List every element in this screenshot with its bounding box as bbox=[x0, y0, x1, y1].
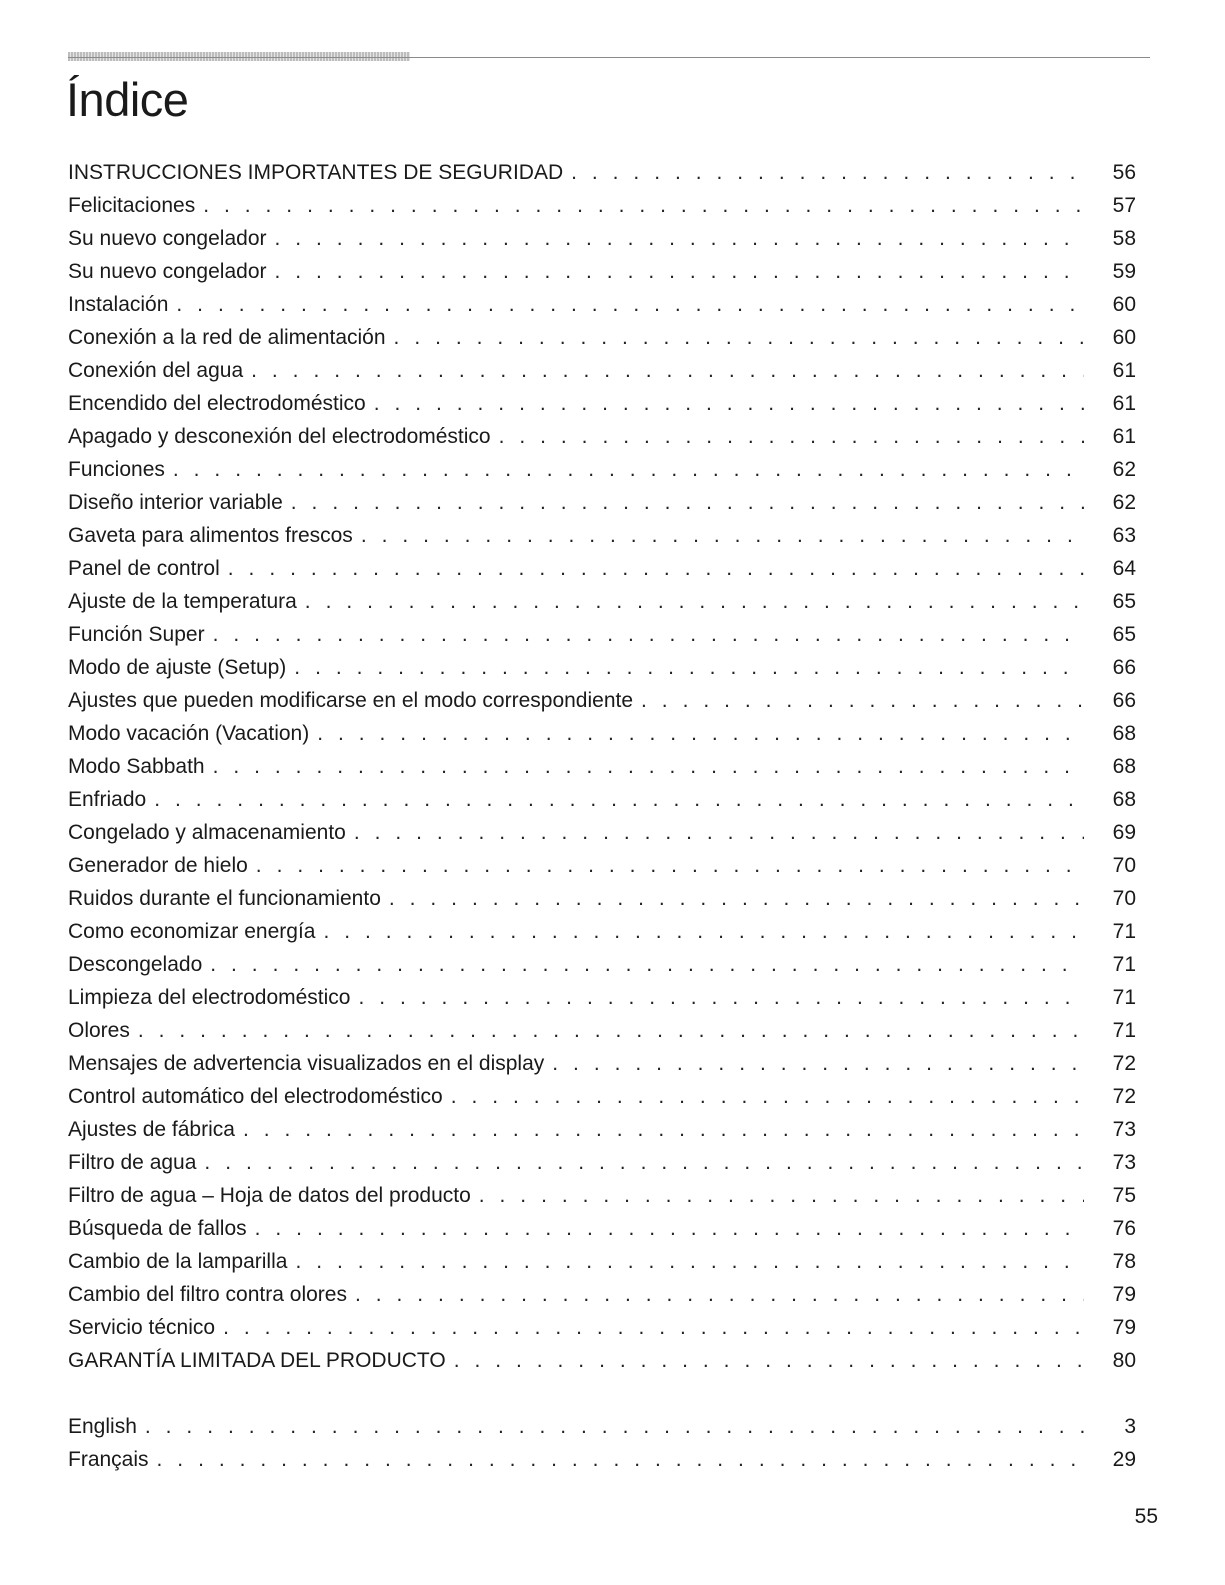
toc-dot-leader bbox=[294, 651, 1084, 684]
toc-entry-title: Funciones bbox=[68, 458, 165, 481]
toc-entry-title: Modo vacación (Vacation) bbox=[68, 722, 310, 745]
toc-dot-leader bbox=[374, 387, 1084, 420]
toc-entry[interactable] bbox=[68, 618, 1136, 651]
toc-entry-page: 73 bbox=[1112, 1118, 1136, 1141]
toc-dot-leader bbox=[394, 321, 1084, 354]
toc-entry-title: Su nuevo congelador bbox=[68, 227, 267, 250]
toc-dot-leader bbox=[255, 1212, 1084, 1245]
toc-entry-page: 60 bbox=[1112, 326, 1136, 349]
toc-entry-page: 72 bbox=[1112, 1085, 1136, 1108]
toc-dot-leader bbox=[323, 915, 1084, 948]
toc-dot-leader bbox=[358, 981, 1084, 1014]
toc-entry-title: Ajuste de la temperatura bbox=[68, 590, 297, 613]
toc-entry[interactable] bbox=[68, 1179, 1136, 1212]
toc-entry[interactable] bbox=[68, 288, 1136, 321]
toc-entry-page: 64 bbox=[1112, 557, 1136, 580]
toc-dot-leader bbox=[251, 354, 1084, 387]
toc-entry-title: INSTRUCCIONES IMPORTANTES DE SEGURIDAD bbox=[68, 161, 564, 184]
toc-entry[interactable] bbox=[68, 1443, 1136, 1476]
toc-entry-title: English bbox=[68, 1415, 137, 1438]
toc-entry-page: 68 bbox=[1112, 755, 1136, 778]
toc-entry[interactable] bbox=[68, 585, 1136, 618]
toc-dot-leader bbox=[291, 486, 1084, 519]
toc-entry-title: Modo Sabbath bbox=[68, 755, 205, 778]
toc-entry-page: 80 bbox=[1112, 1349, 1136, 1372]
toc-entry-page: 70 bbox=[1112, 887, 1136, 910]
toc-dot-leader bbox=[210, 948, 1084, 981]
toc-entry[interactable] bbox=[68, 816, 1136, 849]
toc-dot-leader bbox=[154, 783, 1084, 816]
toc-entry-page: 68 bbox=[1112, 722, 1136, 745]
toc-entry-page: 61 bbox=[1112, 425, 1136, 448]
toc-entry[interactable] bbox=[68, 486, 1136, 519]
toc-dot-leader bbox=[213, 750, 1084, 783]
toc-entry-title: Conexión a la red de alimentación bbox=[68, 326, 386, 349]
toc-entry-title: Conexión del agua bbox=[68, 359, 244, 382]
toc-entry[interactable] bbox=[68, 222, 1136, 255]
toc-entry-page: 72 bbox=[1112, 1052, 1136, 1075]
toc-entry-title: Encendido del electrodoméstico bbox=[68, 392, 366, 415]
toc-entry-title: Panel de control bbox=[68, 557, 220, 580]
toc-entry-page: 65 bbox=[1112, 623, 1136, 646]
toc-entry-title: Generador de hielo bbox=[68, 854, 248, 877]
toc-entry[interactable] bbox=[68, 981, 1136, 1014]
toc-entry[interactable] bbox=[68, 189, 1136, 222]
toc-entry[interactable] bbox=[68, 453, 1136, 486]
page-title: Índice bbox=[66, 73, 189, 126]
toc-dot-leader bbox=[223, 1311, 1084, 1344]
toc-entry[interactable] bbox=[68, 1410, 1136, 1443]
toc-entry[interactable] bbox=[68, 717, 1136, 750]
toc-entry-page: 71 bbox=[1112, 953, 1136, 976]
toc-entry[interactable] bbox=[68, 915, 1136, 948]
header-rule bbox=[68, 57, 1150, 58]
toc-entry-title: Ruidos durante el funcionamiento bbox=[68, 887, 381, 910]
toc-entry-title: Cambio de la lamparilla bbox=[68, 1250, 288, 1273]
toc-dot-leader bbox=[228, 552, 1084, 585]
page-number: 55 bbox=[1134, 1505, 1158, 1528]
toc-entry-title: Mensajes de advertencia visualizados en el display bbox=[68, 1052, 545, 1075]
toc-entry[interactable] bbox=[68, 684, 1136, 717]
toc-dot-leader bbox=[204, 1146, 1084, 1179]
toc-dot-leader bbox=[479, 1179, 1084, 1212]
toc-entry[interactable] bbox=[68, 1080, 1136, 1113]
toc-entry[interactable] bbox=[68, 519, 1136, 552]
toc-dot-leader bbox=[145, 1410, 1084, 1443]
toc-dot-leader bbox=[176, 288, 1084, 321]
toc-dot-leader bbox=[275, 222, 1085, 255]
toc-dot-leader bbox=[275, 255, 1085, 288]
toc-entry-title: Descongelado bbox=[68, 953, 203, 976]
toc-entry-title: Filtro de agua bbox=[68, 1151, 197, 1174]
toc-entry[interactable] bbox=[68, 849, 1136, 882]
toc-entry[interactable] bbox=[68, 552, 1136, 585]
toc-entry-title: Modo de ajuste (Setup) bbox=[68, 656, 287, 679]
toc-entry-page: 56 bbox=[1112, 161, 1136, 184]
toc-dot-leader bbox=[454, 1344, 1084, 1377]
toc-entry-title: Congelado y almacenamiento bbox=[68, 821, 346, 844]
toc-entry-page: 57 bbox=[1112, 194, 1136, 217]
toc-dot-leader bbox=[451, 1080, 1084, 1113]
toc-entry-title: Olores bbox=[68, 1019, 130, 1042]
toc-entry[interactable] bbox=[68, 1014, 1136, 1047]
toc-entry[interactable] bbox=[68, 420, 1136, 453]
toc-entry[interactable] bbox=[68, 1212, 1136, 1245]
toc-entry[interactable] bbox=[68, 354, 1136, 387]
toc-entry[interactable] bbox=[68, 156, 1136, 189]
toc-dot-leader bbox=[213, 618, 1084, 651]
toc-entry-page: 71 bbox=[1112, 920, 1136, 943]
toc-entry-title: Ajustes de fábrica bbox=[68, 1118, 235, 1141]
toc-entry[interactable] bbox=[68, 1047, 1136, 1080]
toc-entry-page: 68 bbox=[1112, 788, 1136, 811]
toc-entry[interactable] bbox=[68, 651, 1136, 684]
toc-entry[interactable] bbox=[68, 783, 1136, 816]
toc-entry-page: 63 bbox=[1112, 524, 1136, 547]
toc-dot-leader bbox=[571, 156, 1084, 189]
toc-entry-title: Instalación bbox=[68, 293, 169, 316]
toc-dot-leader bbox=[157, 1443, 1084, 1476]
toc-entry-page: 60 bbox=[1112, 293, 1136, 316]
toc-dot-leader bbox=[361, 519, 1084, 552]
toc-entry[interactable] bbox=[68, 1245, 1136, 1278]
toc-dot-leader bbox=[243, 1113, 1084, 1146]
toc-entry-page: 75 bbox=[1112, 1184, 1136, 1207]
toc-dot-leader bbox=[354, 816, 1084, 849]
toc-entry-page: 71 bbox=[1112, 1019, 1136, 1042]
toc-dot-leader bbox=[138, 1014, 1084, 1047]
toc-entry[interactable] bbox=[68, 1278, 1136, 1311]
toc-entry-title: Ajustes que pueden modificarse en el modo correspondiente bbox=[68, 689, 634, 712]
toc-entry-page: 61 bbox=[1112, 359, 1136, 382]
toc-entry[interactable] bbox=[68, 750, 1136, 783]
toc-dot-leader bbox=[256, 849, 1084, 882]
toc-entry[interactable] bbox=[68, 387, 1136, 420]
toc-dot-leader bbox=[203, 189, 1084, 222]
toc-dot-leader bbox=[641, 684, 1084, 717]
toc-entry-page: 79 bbox=[1112, 1316, 1136, 1339]
toc-entry-title: Su nuevo congelador bbox=[68, 260, 267, 283]
toc-entry-title: Cambio del filtro contra olores bbox=[68, 1283, 347, 1306]
toc-entry-title: Filtro de agua – Hoja de datos del producto bbox=[68, 1184, 471, 1207]
toc-entry[interactable] bbox=[68, 255, 1136, 288]
toc-entry-page: 62 bbox=[1112, 458, 1136, 481]
toc-dot-leader bbox=[305, 585, 1084, 618]
toc-dot-leader bbox=[499, 420, 1084, 453]
toc-entry[interactable] bbox=[68, 882, 1136, 915]
toc-entry-title: Gaveta para alimentos frescos bbox=[68, 524, 353, 547]
toc-entry-title: Control automático del electrodoméstico bbox=[68, 1085, 443, 1108]
toc-entry-page: 59 bbox=[1112, 260, 1136, 283]
table-of-contents bbox=[68, 156, 1136, 1476]
toc-entry-page: 71 bbox=[1112, 986, 1136, 1009]
toc-entry-title: Limpieza del electrodoméstico bbox=[68, 986, 351, 1009]
toc-entry[interactable] bbox=[68, 1344, 1136, 1377]
toc-entry-page: 66 bbox=[1112, 689, 1136, 712]
toc-entry-page: 79 bbox=[1112, 1283, 1136, 1306]
toc-entry[interactable] bbox=[68, 1311, 1136, 1344]
toc-entry[interactable] bbox=[68, 1146, 1136, 1179]
toc-dot-leader bbox=[173, 453, 1084, 486]
toc-entry-title: Búsqueda de fallos bbox=[68, 1217, 247, 1240]
toc-entry-title: Función Super bbox=[68, 623, 205, 646]
toc-entry-title: GARANTÍA LIMITADA DEL PRODUCTO bbox=[68, 1349, 446, 1372]
toc-entry-title: Como economizar energía bbox=[68, 920, 316, 943]
toc-entry[interactable] bbox=[68, 321, 1136, 354]
toc-entry-page: 62 bbox=[1112, 491, 1136, 514]
toc-entry-title: Servicio técnico bbox=[68, 1316, 216, 1339]
toc-entry-title: Français bbox=[68, 1448, 149, 1471]
toc-entry-title: Felicitaciones bbox=[68, 194, 196, 217]
toc-entry-page: 61 bbox=[1112, 392, 1136, 415]
toc-entry-page: 58 bbox=[1112, 227, 1136, 250]
toc-entry-page: 65 bbox=[1112, 590, 1136, 613]
toc-entry-page: 69 bbox=[1112, 821, 1136, 844]
toc-dot-leader bbox=[355, 1278, 1084, 1311]
toc-entry[interactable] bbox=[68, 948, 1136, 981]
toc-dot-leader bbox=[389, 882, 1084, 915]
toc-dot-leader bbox=[552, 1047, 1084, 1080]
toc-entry-page: 70 bbox=[1112, 854, 1136, 877]
toc-entry-title: Enfriado bbox=[68, 788, 147, 811]
toc-dot-leader bbox=[295, 1245, 1084, 1278]
toc-entry[interactable] bbox=[68, 1113, 1136, 1146]
toc-section-gap bbox=[68, 1377, 1136, 1410]
toc-dot-leader bbox=[317, 717, 1084, 750]
toc-entry-page: 78 bbox=[1112, 1250, 1136, 1273]
toc-entry-title: Diseño interior variable bbox=[68, 491, 283, 514]
toc-entry-page: 73 bbox=[1112, 1151, 1136, 1174]
toc-entry-page: 66 bbox=[1112, 656, 1136, 679]
toc-entry-page: 76 bbox=[1112, 1217, 1136, 1240]
toc-entry-page: 29 bbox=[1112, 1448, 1136, 1471]
toc-entry-page: 3 bbox=[1124, 1415, 1136, 1438]
toc-entry-title: Apagado y desconexión del electrodoméstico bbox=[68, 425, 491, 448]
